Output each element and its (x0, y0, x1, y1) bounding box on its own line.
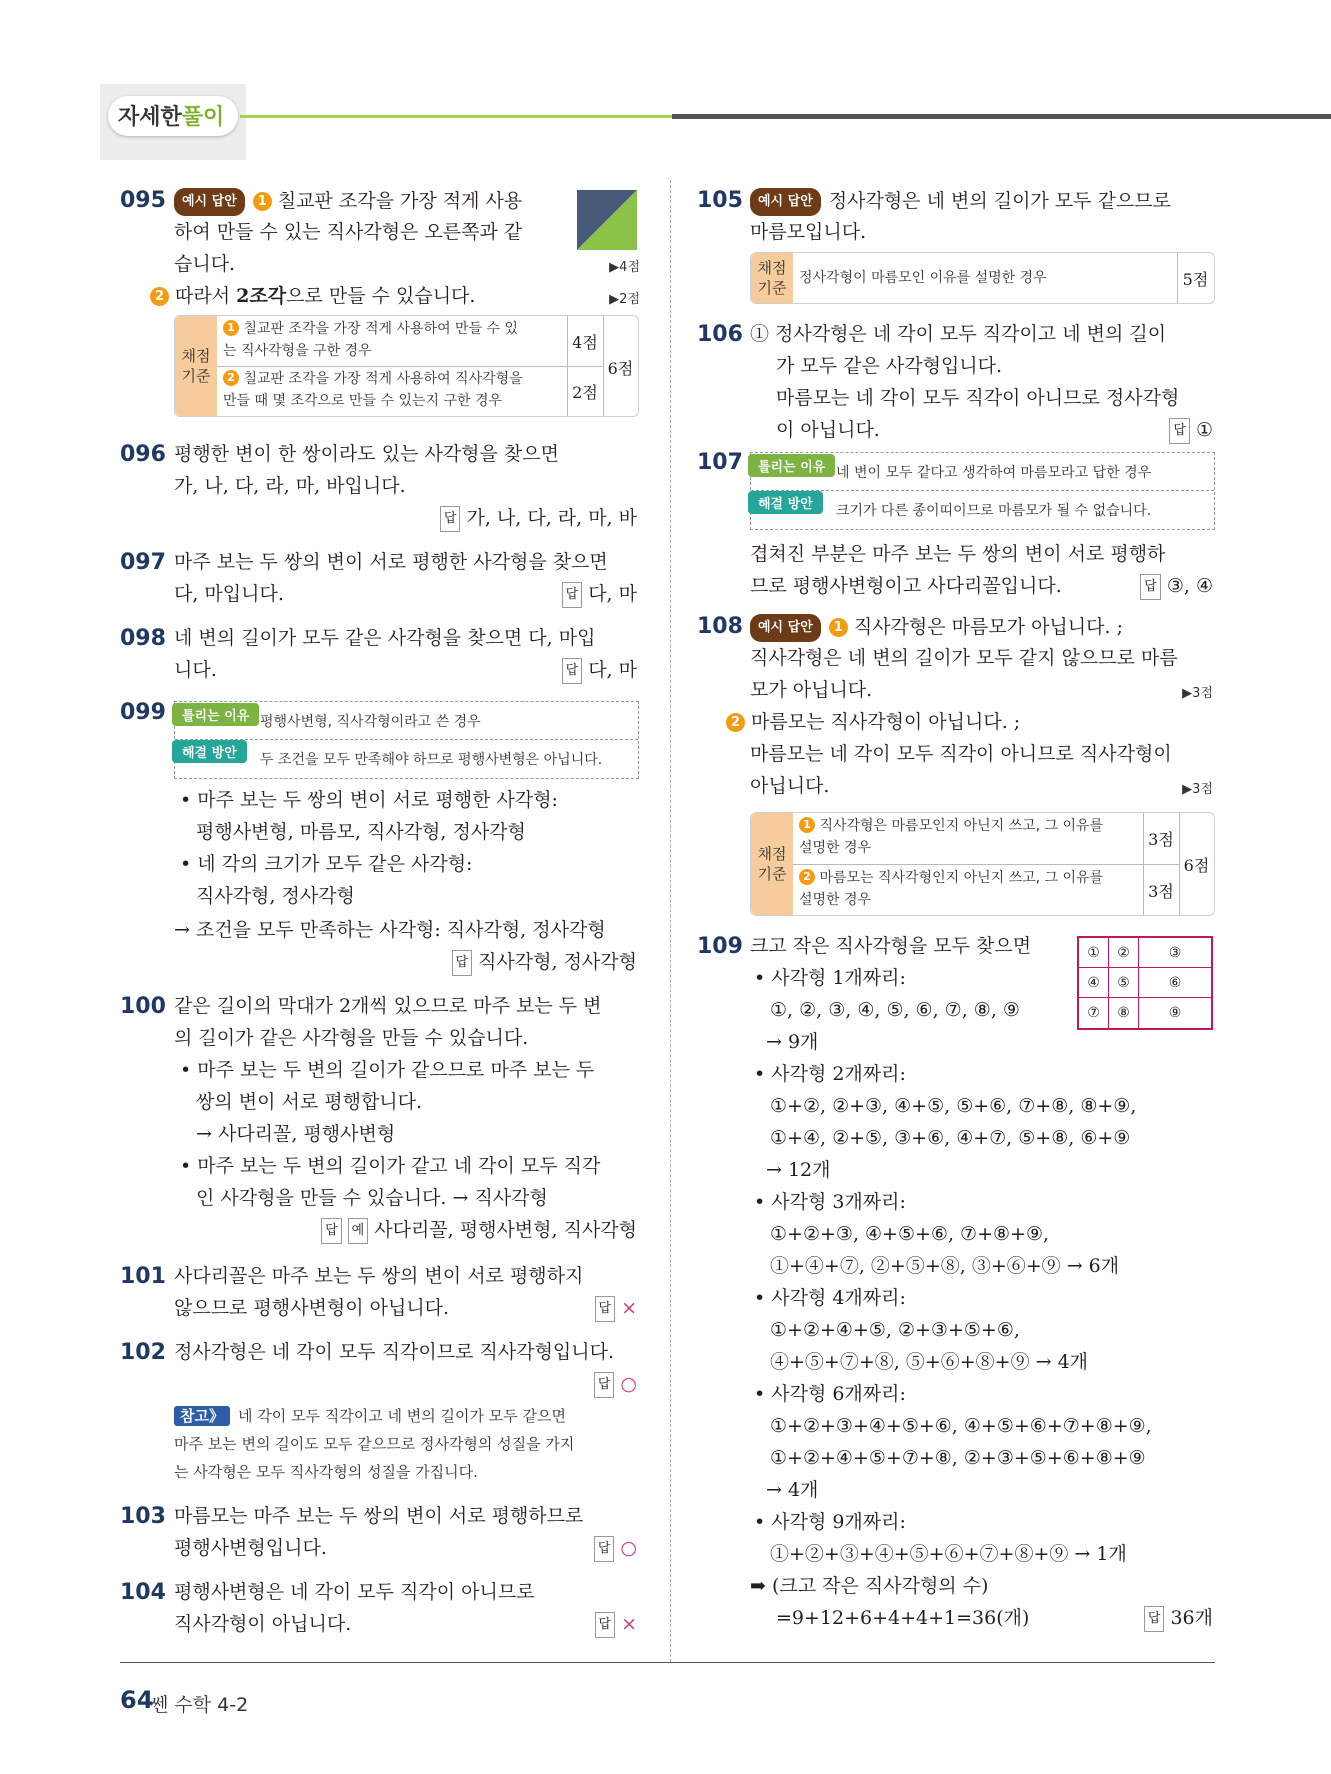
problem-line: ①, ②, ③, ④, ⑤, ⑥, ⑦, ⑧, ⑨ (770, 999, 1020, 1021)
answer: 답 가, 나, 다, 라, 마, 바 (300, 506, 637, 532)
problem-number: 104 (120, 1580, 166, 1605)
reason-tag: 틀리는 이유 (172, 703, 259, 726)
criteria-points: 5점 (1182, 270, 1209, 289)
problem-number: 095 (120, 188, 166, 213)
criteria-text: 1 칠교판 조각을 가장 적게 사용하여 만들 수 있 는 직사각형을 구한 경우 (223, 321, 519, 359)
criteria-text: 2 칠교판 조각을 가장 적게 사용하여 직사각형을 만들 때 몇 조각으로 만들 수 있는지 구한 경우 (223, 371, 523, 409)
problem-line: • 마주 보는 두 변의 길이가 같고 네 각이 모두 직각 (180, 1155, 601, 1177)
criteria-points: 4점 (572, 333, 598, 352)
answer: 답 다, 마 (437, 658, 637, 684)
problem-line: ①+②+③+④+⑤+⑥+⑦+⑧+⑨ → 1개 (770, 1543, 1127, 1565)
problem-line: 크고 작은 직사각형을 모두 찾으면 (750, 935, 1032, 957)
problem-line: • 사각형 9개짜리: (754, 1511, 906, 1533)
step-2-icon: 2 (150, 287, 169, 306)
grid-cell: ① (1079, 938, 1109, 968)
problem-line: ①+②+③, ④+⑤+⑥, ⑦+⑧+⑨, (770, 1223, 1050, 1245)
problem-line: 가, 나, 다, 라, 마, 바입니다. (174, 475, 406, 497)
scoring-criteria (750, 252, 1215, 304)
problem-line: • 사각형 1개짜리: (754, 967, 906, 989)
problem-line: ①+②+④+⑤, ②+③+⑤+⑥, (770, 1319, 1020, 1341)
problem-line: ①+②, ②+③, ④+⑤, ⑤+⑥, ⑦+⑧, ⑧+⑨, (770, 1095, 1137, 1117)
problem-line: 아닙니다. (750, 775, 830, 797)
criteria-total: 6점 (607, 359, 634, 378)
scoring-criteria (174, 315, 639, 417)
criteria-label: 채점 기준 (751, 253, 793, 303)
note-line: 마주 보는 변의 길이도 모두 같으므로 정사각형의 성질을 가지 (174, 1435, 575, 1453)
example-tag: 예시 답안 (174, 188, 245, 216)
note-line: 는 사각형은 모두 직사각형의 성질을 가집니다. (174, 1463, 478, 1481)
problem-line: • 사각형 3개짜리: (754, 1191, 906, 1213)
note-tag: 참고》 (174, 1406, 230, 1426)
problem-line: 직사각형이 아닙니다. (174, 1613, 352, 1635)
answer: 답 직사각형, 정사각형 (337, 950, 637, 976)
reason-text: 네 변이 모두 같다고 생각하여 마름모라고 답한 경우 (836, 465, 1152, 481)
problem-line: ①+④, ②+⑤, ③+⑥, ④+⑦, ⑤+⑧, ⑥+⑨ (770, 1127, 1131, 1149)
problem-line: 평행사변형은 네 각이 모두 직각이 아니므로 (174, 1581, 535, 1603)
answer: 답 ① (1113, 418, 1213, 444)
page-number: 64 (120, 1686, 154, 1714)
step-1-icon: 1 (829, 618, 848, 637)
problem-line: 쌍의 변이 서로 평행합니다. (196, 1091, 423, 1113)
point-marker: ▶4점 (609, 260, 640, 275)
problem-line: • 사각형 6개짜리: (754, 1383, 906, 1405)
answer: 답 × (537, 1296, 637, 1322)
answer: 답 예 사다리꼴, 평행사변형, 직사각형 (277, 1218, 637, 1244)
answer: 답 × (537, 1612, 637, 1638)
criteria-total: 6점 (1183, 856, 1210, 875)
problem-line: 직사각형은 네 변의 길이가 모두 같지 않으므로 마름 (750, 647, 1178, 669)
problem-line: • 네 각의 크기가 모두 같은 사각형: (180, 853, 473, 875)
problem-line: ①+④+⑦, ②+⑤+⑧, ③+⑥+⑨ → 6개 (770, 1255, 1120, 1277)
problem-line: → 9개 (766, 1031, 819, 1053)
problem-number: 107 (697, 450, 743, 475)
problem-line: ①+②+④+⑤+⑦+⑧, ②+③+⑤+⑥+⑧+⑨ (770, 1447, 1146, 1469)
problem-line: ④+⑤+⑦+⑧, ⑤+⑥+⑧+⑨ → 4개 (770, 1351, 1089, 1373)
problem-number: 109 (697, 934, 743, 959)
problem-line: 같은 길이의 막대가 2개씩 있으므로 마주 보는 두 변 (174, 995, 602, 1017)
problem-line: 않으므로 평행사변형이 아닙니다. (174, 1297, 450, 1319)
problem-line: 마름모는 네 각이 모두 직각이 아니므로 직사각형이 (750, 743, 1172, 765)
problem-line: 예시 답안 1 직사각형은 마름모가 아닙니다. ; (750, 614, 1123, 642)
section-title: 자세한풀이 (118, 105, 225, 130)
arrow-icon: ➡ (750, 1575, 772, 1597)
step-2-icon: 2 (726, 713, 745, 732)
problem-line: 예시 답안 1 칠교판 조각을 가장 적게 사용 (174, 188, 522, 216)
problem-line: → 4개 (766, 1479, 819, 1501)
rectangle-grid (1077, 936, 1213, 1030)
criteria-points: 2점 (572, 383, 598, 402)
problem-line: ➡ (크고 작은 직사각형의 수) (750, 1575, 989, 1597)
point-marker: ▶3점 (1182, 782, 1213, 797)
grid-cell: ⑧ (1109, 998, 1139, 1028)
problem-line: 평행사변형, 마름모, 직사각형, 정사각형 (196, 821, 526, 843)
problem-line: • 사각형 2개짜리: (754, 1063, 906, 1085)
problem-line: 습니다. (174, 253, 236, 275)
problem-number: 102 (120, 1340, 166, 1365)
problem-number: 105 (697, 188, 743, 213)
problem-line: =9+12+6+4+4+1=36(개) (776, 1607, 1030, 1629)
grid-cell: ④ (1079, 968, 1109, 998)
fix-tag: 해결 방안 (748, 491, 823, 514)
problem-line: 인 사각형을 만들 수 있습니다. → 직사각형 (196, 1187, 548, 1209)
criteria-text: 2 마름모는 직사각형인지 아닌지 쓰고, 그 이유를 설명한 경우 (799, 870, 1104, 908)
example-tag: 예시 답안 (750, 614, 821, 642)
problem-number: 100 (120, 994, 166, 1019)
answer: 답 다, 마 (437, 582, 637, 608)
problem-line: 2 마름모는 직사각형이 아닙니다. ; (726, 710, 1020, 734)
problem-line: → 조건을 모두 만족하는 사각형: 직사각형, 정사각형 (174, 919, 606, 941)
criteria-text: 정사각형이 마름모인 이유를 설명한 경우 (799, 270, 1047, 286)
problem-number: 096 (120, 442, 166, 467)
grid-cell: ⑤ (1109, 968, 1139, 998)
answer: 답 ○ (537, 1536, 637, 1562)
answer: 답 ○ (537, 1372, 637, 1398)
problem-line: 마름모입니다. (750, 221, 867, 243)
problem-number: 098 (120, 626, 166, 651)
problem-line: 평행사변형입니다. (174, 1537, 327, 1559)
grid-cell: ⑨ (1168, 1005, 1182, 1021)
criteria-text: 1 직사각형은 마름모인지 아닌지 쓰고, 그 이유를 설명한 경우 (799, 818, 1104, 856)
problem-line: → 사다리꼴, 평행사변형 (196, 1123, 396, 1145)
problem-line: 마주 보는 두 쌍의 변이 서로 평행한 사각형을 찾으면 (174, 551, 608, 573)
grid-cell: ③ (1139, 938, 1211, 968)
criteria-points: 3점 (1148, 882, 1174, 901)
grid-cell: ⑥ (1139, 968, 1211, 998)
criteria-label: 채점 기준 (175, 316, 217, 416)
problem-line: 직사각형, 정사각형 (196, 885, 355, 907)
problem-line: 이 아닙니다. (776, 419, 880, 441)
point-marker: ▶2점 (609, 292, 640, 307)
problem-line: 하여 만들 수 있는 직사각형은 오른쪽과 같 (174, 221, 523, 243)
problem-line: 마름모는 마주 보는 두 쌍의 변이 서로 평행하므로 (174, 1505, 584, 1527)
reason-tag: 틀리는 이유 (748, 454, 835, 477)
problem-line: 의 길이가 같은 사각형을 만들 수 있습니다. (174, 1027, 529, 1049)
problem-line: ①+②+③+④+⑤+⑥, ④+⑤+⑥+⑦+⑧+⑨, (770, 1415, 1152, 1437)
problem-line: → 12개 (766, 1159, 831, 1181)
header-rule-dark (672, 114, 1331, 119)
example-tag: 예시 답안 (750, 188, 821, 216)
example-mark: 예 (348, 1218, 369, 1244)
problem-number: 097 (120, 550, 166, 575)
problem-line: 네 변의 길이가 모두 같은 사각형을 찾으면 다, 마입 (174, 627, 596, 649)
criteria-label: 채점 기준 (751, 813, 793, 915)
tangram-square-icon (577, 190, 637, 250)
problem-line: 사다리꼴은 마주 보는 두 쌍의 변이 서로 평행하지 (174, 1265, 584, 1287)
column-separator (670, 180, 671, 1662)
problem-line: 므로 평행사변형이고 사다리꼴입니다. (750, 575, 1062, 597)
grid-cell: ⑦ (1079, 998, 1109, 1028)
fix-tag: 해결 방안 (172, 740, 247, 763)
answer: 답 36개 (1093, 1606, 1213, 1632)
problem-line: 겹쳐진 부분은 마주 보는 두 쌍의 변이 서로 평행하 (750, 543, 1166, 565)
step-1-icon: 1 (253, 192, 272, 211)
note-line: 참고》 네 각이 모두 직각이고 네 변의 길이가 모두 같으면 (174, 1404, 566, 1428)
header-rule-green (240, 115, 672, 118)
criteria-points: 3점 (1148, 830, 1174, 849)
problem-line: • 사각형 4개짜리: (754, 1287, 906, 1309)
problem-number: 103 (120, 1504, 166, 1529)
problem-line: 평행한 변이 한 쌍이라도 있는 사각형을 찾으면 (174, 443, 559, 465)
problem-number: 099 (120, 700, 166, 725)
problem-line: • 마주 보는 두 변의 길이가 같으므로 마주 보는 두 (180, 1059, 595, 1081)
problem-number: 101 (120, 1264, 166, 1289)
grid-cell: ② (1109, 938, 1139, 968)
answer: 답 ③, ④ (1053, 574, 1213, 600)
problem-line: 정사각형은 네 각이 모두 직각이므로 직사각형입니다. (174, 1341, 615, 1363)
problem-line: 예시 답안 정사각형은 네 변의 길이가 모두 같으므로 (750, 188, 1171, 216)
problem-number: 108 (697, 614, 743, 639)
book-title: 쎈 수학 4-2 (150, 1694, 249, 1716)
fix-text: 두 조건을 모두 만족해야 하므로 평행사변형은 아닙니다. (260, 752, 603, 768)
problem-line: 가 모두 같은 사각형입니다. (776, 355, 1003, 377)
scoring-criteria (750, 812, 1215, 916)
problem-line: 마름모는 네 각이 모두 직각이 아니므로 정사각형 (776, 387, 1180, 409)
reason-text: 평행사변형, 직사각형이라고 쓴 경우 (260, 714, 481, 730)
fix-text: 크기가 다른 종이띠이므로 마름모가 될 수 없습니다. (836, 503, 1152, 519)
problem-line: 2 따라서 2조각으로 만들 수 있습니다. (150, 284, 475, 308)
problem-line: 모가 아닙니다. (750, 679, 873, 701)
problem-line: 다, 마입니다. (174, 583, 284, 605)
point-marker: ▶3점 (1182, 686, 1213, 701)
problem-number: 106 (697, 322, 743, 347)
footer-rule (120, 1662, 1215, 1663)
problem-line: ① 정사각형은 네 각이 모두 직각이고 네 변의 길이 (750, 323, 1167, 345)
problem-line: 니다. (174, 659, 217, 681)
problem-line: • 마주 보는 두 쌍의 변이 서로 평행한 사각형: (180, 789, 558, 811)
